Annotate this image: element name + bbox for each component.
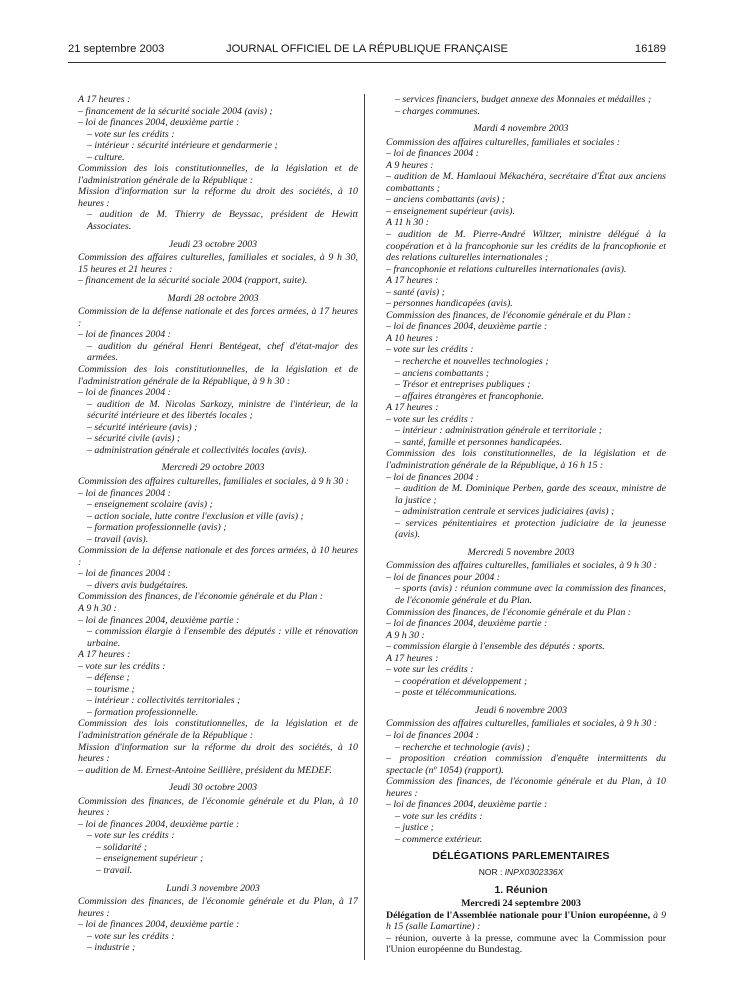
agenda-line: – vote sur les crédits : xyxy=(386,344,474,356)
agenda-line: – loi de finances 2004 : xyxy=(78,329,171,341)
header-page-number: 16189 xyxy=(634,43,666,55)
agenda-line: – audition de M. Nicolas Sarkozy, ministre de l'intérieur, de la sécurité intérieure et des libertés locales ; xyxy=(87,398,358,422)
agenda-line: – audition de M. Pierre-André Wiltzer, ministre délégué à la coopération et à la francophonie sur les crédits de la francophonie et des relations culturelles internationales ; xyxy=(386,229,666,264)
agenda-line: – formation professionnelle (avis) ; xyxy=(87,522,227,534)
delegations-title: DÉLÉGATIONS PARLEMENTAIRES xyxy=(432,851,610,863)
agenda-line: – action sociale, lutte contre l'exclusion et ville (avis) ; xyxy=(87,510,304,522)
agenda-line: Commission des lois constitutionnelles, de la législation et de l'administration générale de la République, à 16 h 15 : xyxy=(386,448,666,471)
agenda-line: Commission des finances, de l'économie générale et du Plan : xyxy=(386,309,632,321)
date-heading: Mardi 28 octobre 2003 xyxy=(167,292,259,304)
agenda-line: – services financiers, budget annexe des Monnaies et médailles ; xyxy=(395,94,652,105)
agenda-line: – francophonie et relations culturelles internationales (avis). xyxy=(386,263,627,275)
agenda-line: – enseignement scolaire (avis) ; xyxy=(87,499,213,511)
agenda-line: Commission des finances, de l'économie générale et du Plan, à 10 heures : xyxy=(386,776,666,799)
agenda-line: – poste et télécommunications. xyxy=(395,687,517,699)
delegation-name: Délégation de l'Assemblée nationale pour l'Union européenne, xyxy=(386,909,651,921)
agenda-line: Commission des finances, de l'économie générale et du Plan, à 17 heures : xyxy=(78,896,358,919)
date-heading: Jeudi 30 octobre 2003 xyxy=(168,782,258,794)
agenda-line: A 17 heures : xyxy=(386,652,439,664)
agenda-line: – formation professionnelle. xyxy=(87,706,199,718)
delegation-time: à 9 h 15 (salle Lamartine) : xyxy=(386,909,666,933)
agenda-line: Commission des finances, de l'économie générale et du Plan, à 10 heures : xyxy=(78,795,358,819)
date-heading: Mercredi 5 novembre 2003 xyxy=(467,546,575,558)
agenda-line: – vote sur les crédits : xyxy=(395,810,483,822)
agenda-line: – Trésor et entreprises publiques ; xyxy=(395,379,531,391)
agenda-line: – audition de M. Thierry de Beyssac, président de Hewitt Associates. xyxy=(87,209,358,233)
agenda-line: Mission d'information sur la réforme du droit des sociétés, à 10 heures : xyxy=(78,186,358,209)
agenda-line: – loi de finances 2004 : xyxy=(78,487,171,499)
column-divider xyxy=(364,94,365,960)
agenda-line: – audition de M. Dominique Perben, garde des sceaux, ministre de la justice ; xyxy=(395,483,666,506)
agenda-line: – vote sur les crédits : xyxy=(386,664,474,676)
agenda-line: Commission des lois constitutionnelles, de la législation et de l'administration générale de la République : xyxy=(78,718,358,741)
agenda-line: Commission des lois constitutionnelles, de la législation et de l'administration générale de la République : xyxy=(78,163,358,186)
agenda-line: – proposition création commission d'enquête intermittents du spectacle (nº 1054) (rapport). xyxy=(386,753,666,776)
agenda-line: Commission de la défense nationale et des forces armées, à 10 heures : xyxy=(78,545,358,568)
header-title: JOURNAL OFFICIEL DE LA RÉPUBLIQUE FRANÇAISE xyxy=(225,43,509,55)
agenda-line: – commission élargie à l'ensemble des députés : ville et rénovation urbaine. xyxy=(87,626,358,649)
header-rule xyxy=(68,62,666,63)
agenda-line: – loi de finances 2004 : xyxy=(386,471,479,483)
agenda-line: – sécurité civile (avis) ; xyxy=(87,433,181,445)
section-heading: 1. Réunion xyxy=(494,884,548,896)
delegation-item: – réunion, ouverte à la presse, commune avec la Commission pour l'Union européenne du Bundestag. xyxy=(386,932,666,956)
agenda-line: – vote sur les crédits : xyxy=(386,413,474,425)
agenda-line: – loi de finances 2004 : xyxy=(386,148,479,160)
agenda-line: – financement de la sécurité sociale 2004 (avis) ; xyxy=(78,105,273,117)
agenda-line: – loi de finances 2004 : xyxy=(386,729,479,741)
agenda-line: – coopération et développement ; xyxy=(395,675,528,687)
agenda-line: – loi de finances 2004, deuxième partie : xyxy=(386,799,548,811)
agenda-line: – justice ; xyxy=(395,822,434,834)
agenda-line: – défense ; xyxy=(87,672,130,684)
agenda-line: – santé (avis) ; xyxy=(386,286,445,298)
delegation-body xyxy=(376,910,666,933)
agenda-line: – loi de finances 2004, deuxième partie : xyxy=(78,117,240,129)
agenda-line: – intérieur : collectivités territoriales ; xyxy=(87,695,241,707)
meeting-date: Mercredi 24 septembre 2003 xyxy=(461,898,581,910)
date-heading: Jeudi 6 novembre 2003 xyxy=(474,704,568,716)
agenda-line: Commission des finances, de l'économie générale et du Plan : xyxy=(386,606,632,618)
agenda-line: – vote sur les crédits : xyxy=(78,660,166,672)
agenda-line: A 9 h 30 : xyxy=(78,602,117,614)
nor-code: INPX0302336X xyxy=(504,867,564,877)
agenda-line: – intérieur : sécurité intérieure et gendarmerie ; xyxy=(87,140,278,152)
agenda-line: – personnes handicapées (avis). xyxy=(386,298,513,310)
agenda-line: Commission de la défense nationale et des forces armées, à 17 heures : xyxy=(78,306,358,329)
agenda-line: – vote sur les crédits : xyxy=(87,128,175,140)
agenda-line: A 17 heures : xyxy=(78,649,131,661)
agenda-line: – enseignement supérieur (avis). xyxy=(386,205,515,217)
right-column-list xyxy=(376,94,666,845)
agenda-line: Commission des lois constitutionnelles, de la législation et de l'administration générale de la République, à 9 h 30 : xyxy=(78,364,358,387)
agenda-line: A 17 heures : xyxy=(386,402,439,414)
agenda-line: – audition du général Henri Bentégeat, chef d'état-major des armées. xyxy=(87,340,358,364)
agenda-line: A 10 heures : xyxy=(386,332,439,344)
agenda-line: – loi de finances 2004, deuxième partie : xyxy=(78,614,240,626)
agenda-line: Commission des affaires culturelles, familiales et sociales : xyxy=(386,136,621,148)
page-header xyxy=(68,43,666,59)
date-heading: Jeudi 23 octobre 2003 xyxy=(168,238,258,250)
agenda-line: – loi de finances 2004 : xyxy=(78,568,171,580)
left-column xyxy=(68,94,358,954)
agenda-line: Commission des affaires culturelles, familiales et sociales, à 9 h 30 : xyxy=(78,475,350,487)
agenda-line: – administration générale et collectivités locales (avis). xyxy=(87,444,307,456)
agenda-line: – solidarité ; xyxy=(96,841,148,853)
agenda-line: A 17 heures : xyxy=(78,94,131,105)
agenda-line: – travail. xyxy=(96,865,133,876)
agenda-line: – vote sur les crédits : xyxy=(87,830,175,842)
agenda-line: – recherche et nouvelles technologies ; xyxy=(395,356,549,368)
agenda-line: – vote sur les crédits : xyxy=(87,930,175,942)
nor-reference xyxy=(376,867,666,879)
agenda-line: A 11 h 30 : xyxy=(386,217,429,229)
agenda-line: – anciens combattants ; xyxy=(395,367,490,379)
agenda-line: Commission des affaires culturelles, familiales et sociales, à 9 h 30 : xyxy=(386,718,658,730)
agenda-line: – enseignement supérieur ; xyxy=(96,853,204,865)
agenda-line: – anciens combattants (avis) ; xyxy=(386,194,506,206)
agenda-line: – financement de la sécurité sociale 2004 (rapport, suite). xyxy=(78,275,308,287)
nor-label: NOR : xyxy=(478,867,503,877)
agenda-line: Commission des finances, de l'économie générale et du Plan : xyxy=(78,591,324,603)
date-heading: Mardi 4 novembre 2003 xyxy=(473,123,569,135)
agenda-line: – recherche et technologie (avis) ; xyxy=(395,741,530,753)
agenda-line: – sports (avis) : réunion commune avec la commission des finances, de l'économie générale et du Plan. xyxy=(395,583,666,606)
agenda-line: – commission élargie à l'ensemble des députés : sports. xyxy=(386,641,605,653)
agenda-line: Commission des affaires culturelles, familiales et sociales, à 9 h 30 : xyxy=(386,560,658,572)
agenda-line: – loi de finances pour 2004 : xyxy=(386,571,501,583)
agenda-line: – loi de finances 2004 : xyxy=(78,387,171,399)
agenda-line: – industrie ; xyxy=(87,942,136,954)
agenda-line: – loi de finances 2004, deuxième partie : xyxy=(386,618,548,630)
agenda-line: – audition de M. Hamlaoui Mékachéra, secrétaire d'État aux anciens combattants ; xyxy=(386,171,666,194)
agenda-line: A 17 heures : xyxy=(386,275,439,287)
agenda-line: – travail (avis). xyxy=(87,533,149,545)
agenda-line: A 9 heures : xyxy=(386,159,434,171)
agenda-line: – affaires étrangères et francophonie. xyxy=(395,390,544,402)
agenda-line: – santé, famille et personnes handicapées. xyxy=(395,436,563,448)
agenda-line: – commerce extérieur. xyxy=(395,833,483,845)
agenda-line: A 9 h 30 : xyxy=(386,629,425,641)
agenda-line: – sécurité intérieure (avis) ; xyxy=(87,421,198,433)
agenda-line: – tourisme ; xyxy=(87,683,135,695)
agenda-line: Mission d'information sur la réforme du droit des sociétés, à 10 heures : xyxy=(78,741,358,765)
header-date: 21 septembre 2003 xyxy=(68,43,165,55)
agenda-line: – divers avis budgétaires. xyxy=(87,579,189,591)
agenda-line: – loi de finances 2004, deuxième partie : xyxy=(386,321,548,333)
date-heading: Mercredi 29 octobre 2003 xyxy=(161,462,265,474)
agenda-line: – charges communes. xyxy=(395,105,480,117)
agenda-line: – loi de finances 2004, deuxième partie : xyxy=(78,919,240,931)
agenda-line: – loi de finances 2004, deuxième partie : xyxy=(78,818,240,830)
agenda-line: – culture. xyxy=(87,151,125,163)
agenda-line: – services pénitentiaires et protection judiciaire de la jeunesse (avis). xyxy=(395,517,666,541)
agenda-line: Commission des affaires culturelles, familiales et sociales, à 9 h 30, 15 heures et 21 heures : xyxy=(78,252,358,275)
right-column xyxy=(376,94,666,956)
agenda-line: – audition de M. Ernest-Antoine Seillière, président du MEDEF. xyxy=(78,764,332,776)
agenda-line: – administration centrale et services judiciaires (avis) ; xyxy=(395,506,615,518)
date-heading: Lundi 3 novembre 2003 xyxy=(166,882,260,894)
agenda-line: – intérieur : administration générale et territoriale ; xyxy=(395,425,603,437)
